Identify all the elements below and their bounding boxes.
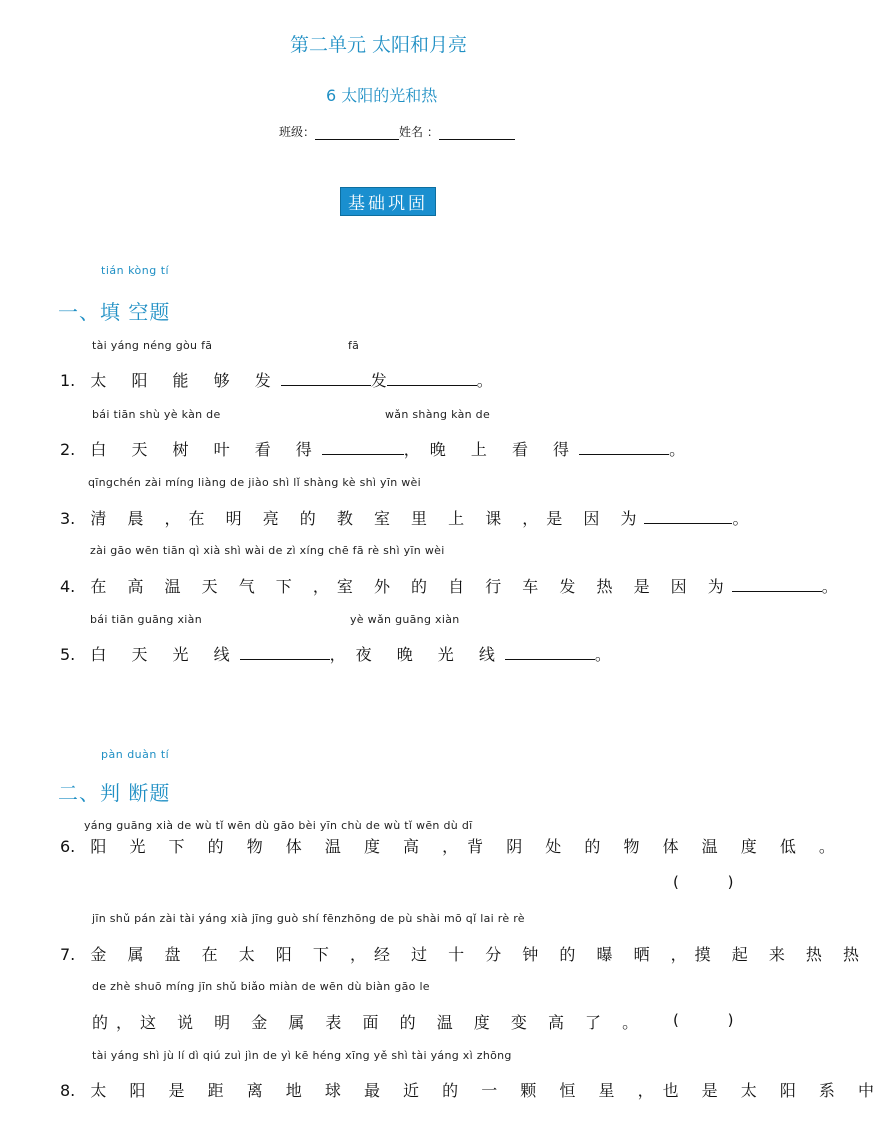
q5-pinyin-2: yè wǎn guāng xiàn (350, 613, 460, 626)
q5-blank-1[interactable] (240, 643, 330, 660)
q7-text-line2: 的，这 说 明 金 属 表 面 的 温 度 变 高 了 。 (92, 1013, 647, 1032)
q5-pinyin: bái tiān guāng xiàn (90, 613, 202, 626)
q6-pinyin: yáng guāng xià de wù tǐ wēn dù gāo bèi yīn chù de wù tǐ wēn dù dī (84, 819, 473, 832)
q2-text-b: ，晚 上 看 得 (403, 440, 580, 459)
q1-end: 。 (476, 371, 493, 390)
lesson-title: 6 太阳的光和热 (326, 86, 438, 105)
question-3 (60, 506, 749, 529)
q2-blank-1[interactable] (322, 438, 404, 455)
q3-end: 。 (732, 509, 749, 528)
section1-pinyin: tián kòng tí (101, 264, 170, 277)
question-1 (60, 368, 493, 391)
q1-blank-1[interactable] (281, 369, 371, 386)
q5-text-b: ，夜 晚 光 线 (329, 645, 505, 664)
name-label: 姓名 ： (399, 125, 439, 139)
q2-number: 2. (60, 440, 76, 459)
q8-number: 8. (60, 1081, 76, 1100)
basic-consolidation-badge: 基础巩固 (340, 187, 436, 216)
q3-blank[interactable] (644, 507, 732, 524)
q5-text-a: 白 天 光 线 (90, 645, 240, 664)
q6-number: 6. (60, 837, 76, 856)
name-blank[interactable] (439, 126, 515, 140)
q8-text: 太 阳 是 距 离 地 球 最 近 的 一 颗 恒 星 ，也 是 太 阳 系 中 (90, 1081, 883, 1100)
question-4 (60, 574, 838, 597)
q2-end: 。 (669, 440, 686, 459)
question-2 (60, 437, 685, 460)
q5-blank-2[interactable] (505, 643, 595, 660)
q1-number: 1. (60, 371, 76, 390)
unit-title: 第二单元 太阳和月亮 (290, 34, 468, 56)
q5-number: 5. (60, 645, 76, 664)
q2-text-a: 白 天 树 叶 看 得 (90, 440, 322, 459)
section2-title: 二、判 断题 (58, 781, 171, 805)
q8-pinyin: tài yáng shì jù lí dì qiú zuì jìn de yì kē héng xīng yě shì tài yáng xì zhōng (92, 1049, 512, 1062)
class-label: 班级： (279, 125, 316, 139)
section1-title: 一、填 空题 (58, 300, 171, 324)
q4-number: 4. (60, 577, 76, 596)
q1-text-b: 发 (370, 371, 387, 390)
q2-blank-2[interactable] (579, 438, 669, 455)
q1-pinyin-2: fā (348, 339, 360, 352)
q5-end: 。 (594, 645, 611, 664)
q3-pinyin: qīngchén zài míng liàng de jiào shì lǐ shàng kè shì yīn wèi (88, 476, 421, 489)
question-5 (60, 642, 611, 665)
q7-number: 7. (60, 945, 76, 964)
q2-pinyin: bái tiān shù yè kàn de (92, 408, 221, 421)
q7-answer-parens[interactable]: ( ) (673, 1011, 756, 1029)
class-blank[interactable] (315, 126, 399, 140)
class-name-line (279, 123, 515, 140)
section2-pinyin: pàn duàn tí (101, 748, 170, 761)
q1-blank-2[interactable] (387, 369, 477, 386)
q7-pinyin-2: de zhè shuō míng jīn shǔ biǎo miàn de wēn dù biàn gāo le (92, 980, 430, 993)
q3-text: 清 晨 ，在 明 亮 的 教 室 里 上 课 ，是 因 为 (90, 509, 645, 528)
q4-pinyin: zài gāo wēn tiān qì xià shì wài de zì xíng chē fā rè shì yīn wèi (90, 544, 445, 557)
q4-text: 在 高 温 天 气 下 ，室 外 的 自 行 车 发 热 是 因 为 (90, 577, 732, 596)
q6-answer-parens[interactable]: ( ) (673, 873, 756, 891)
q2-pinyin-2: wǎn shàng kàn de (385, 408, 491, 421)
q3-number: 3. (60, 509, 76, 528)
q6-text: 阳 光 下 的 物 体 温 度 高 ，背 阴 处 的 物 体 温 度 低 。 (90, 837, 844, 856)
q7-text-line1: 金 属 盘 在 太 阳 下 ，经 过 十 分 钟 的 曝 晒 ，摸 起 来 热 热 (90, 945, 867, 964)
q7-pinyin: jīn shǔ pán zài tài yáng xià jīng guò shí fēnzhōng de pù shài mō qǐ lai rè rè (92, 912, 525, 925)
q4-blank[interactable] (732, 575, 822, 592)
question-8 (60, 1078, 883, 1101)
question-7 (60, 942, 867, 965)
question-6 (60, 834, 844, 857)
q1-pinyin: tài yáng néng gòu fā (92, 339, 213, 352)
q1-text-a: 太 阳 能 够 发 (90, 371, 281, 390)
q4-end: 。 (821, 577, 838, 596)
